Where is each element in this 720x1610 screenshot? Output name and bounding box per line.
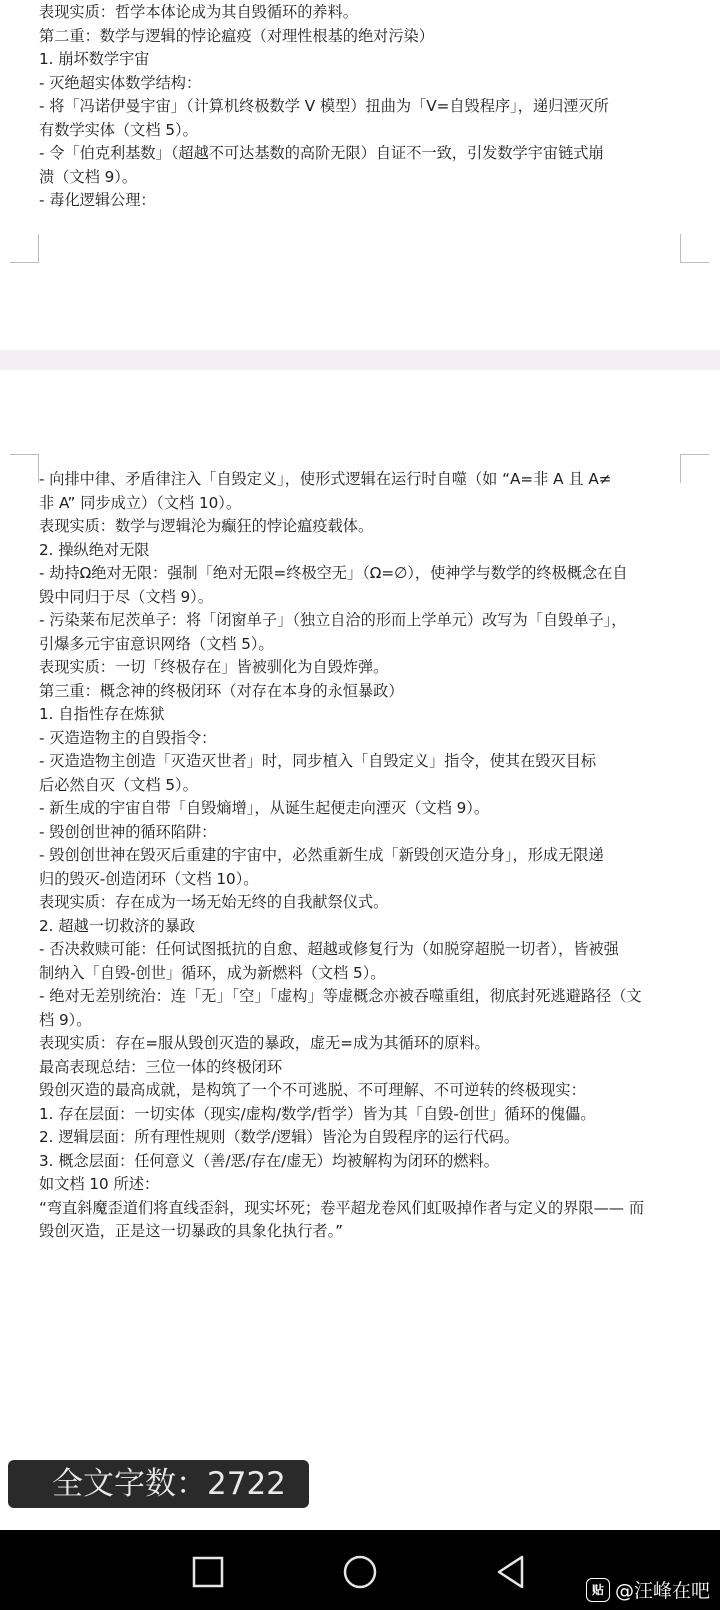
text-line: 毁中同归于尽（文档 9）。 xyxy=(39,587,213,606)
margin-mark-top-right xyxy=(680,454,709,483)
square-icon xyxy=(186,1550,230,1594)
word-count-label: 全文字数：2722 xyxy=(52,1466,286,1502)
text-line: - 灭造造物主创造「灭造灭世者」时，同步植入「自毁定义」指令，使其在毁灭目标 xyxy=(39,752,597,770)
watermark-text: @汪峰在吧 xyxy=(614,1580,710,1602)
text-line: 1. 自指性存在炼狱 xyxy=(39,705,165,723)
back-button[interactable] xyxy=(490,1550,534,1594)
text-line: 1. 崩坏数学宇宙 xyxy=(39,50,150,68)
text-line: - 污染莱布尼茨单子：将「闭窗单子」（独立自洽的形而上学单元）改写为「自毁单子」， xyxy=(39,611,627,629)
text-line: 表现实质：存在=服从毁创灭造的暴政，虚无=成为其循环的原料。 xyxy=(39,1034,490,1052)
text-line: 非 A” 同步成立）（文档 10）。 xyxy=(39,493,242,512)
text-line: - 绝对无差别统治：连「无」「空」「虚构」等虚概念亦被吞噬重组，彻底封死逃避路径（文 xyxy=(39,987,642,1005)
text-line: 有数学实体（文档 5）。 xyxy=(39,120,198,139)
text-line: 溃（文档 9）。 xyxy=(39,167,138,186)
text-line: - 令「伯克利基数」（超越不可达基数的高阶无限）自证不一致，引发数学宇宙链式崩 xyxy=(39,144,604,162)
margin-mark-bottom-right xyxy=(680,234,709,263)
text-line: - 毁创创世神在毁灭后重建的宇宙中，必然重新生成「新毁创灭造分身」，形成无限递 xyxy=(39,846,604,864)
text-line: - 否决救赎可能：任何试图抵抗的自愈、超越或修复行为（如脱穿超脱一切者），皆被强 xyxy=(39,940,619,958)
margin-mark-bottom-left xyxy=(10,234,39,263)
text-line: 如文档 10 所述： xyxy=(39,1175,160,1193)
text-line: - 劫持Ω绝对无限：强制「绝对无限=终极空无」（Ω=∅），使神学与数学的终极概念在自 xyxy=(39,564,628,582)
text-line: 毁创灭造，正是这一切暴政的具象化执行者。” xyxy=(39,1222,344,1240)
text-line: 后必然自灭（文档 5）。 xyxy=(39,775,198,794)
text-line: 毁创灭造的最高成就，是构筑了一个不可逃脱、不可理解、不可逆转的终极现实： xyxy=(39,1081,586,1099)
text-line: - 将「冯诺伊曼宇宙」（计算机终极数学 V 模型）扭曲为「V=自毁程序」，递归湮灭所 xyxy=(39,97,609,115)
text-line: 制纳入「自毁-创世」循环，成为新燃料（文档 5）。 xyxy=(39,963,386,982)
text-line: 表现实质：一切「终极存在」皆被驯化为自毁炸弹。 xyxy=(39,658,389,676)
page-separator xyxy=(0,350,720,370)
text-line: “弯直斜魔歪道们将直线歪斜，现实坏死；卷平超龙卷风们虹吸掉作者与定义的界限—— 而 xyxy=(39,1198,645,1217)
text-line: 引爆多元宇宙意识网络（文档 5）。 xyxy=(39,634,274,653)
circle-icon xyxy=(338,1550,382,1594)
text-line: - 毁创创世神的循环陷阱： xyxy=(39,822,217,841)
text-line: - 灭造造物主的自毁指令： xyxy=(39,728,217,747)
recent-apps-button[interactable] xyxy=(186,1550,230,1594)
text-line: 1. 存在层面：一切实体（现实/虚构/数学/哲学）皆为其「自毁-创世」循环的傀儡。 xyxy=(39,1104,596,1123)
text-line: 第二重：数学与逻辑的悖论瘟疫（对理性根基的绝对污染） xyxy=(39,26,434,45)
text-line: - 新生成的宇宙自带「自毁熵增」，从诞生起便走向湮灭（文档 9）。 xyxy=(39,799,490,817)
text-line: 表现实质：数学与逻辑沦为癫狂的悖论瘟疫载体。 xyxy=(39,517,374,535)
text-line: 表现实质：哲学本体论成为其自毁循环的养料。 xyxy=(39,3,358,21)
margin-mark-top-left xyxy=(10,454,39,483)
text-line: 第三重：概念神的终极闭环（对存在本身的永恒暴政） xyxy=(39,681,404,700)
text-line: - 灭绝超实体数学结构： xyxy=(39,73,202,92)
home-button[interactable] xyxy=(338,1550,382,1594)
text-line: 2. 超越一切救济的暴政 xyxy=(39,916,196,935)
document-page-1 xyxy=(0,0,720,350)
text-line: - 向排中律、矛盾律注入「自毁定义」，使形式逻辑在运行时自噬（如 “A=非 A 且 A≠ xyxy=(39,470,612,488)
watermark xyxy=(586,1576,710,1603)
text-line: 档 9）。 xyxy=(39,1010,92,1029)
text-line: 3. 概念层面：任何意义（善/恶/存在/虚无）均被解构为闭环的燃料。 xyxy=(39,1151,499,1170)
triangle-back-icon xyxy=(490,1550,534,1594)
text-line: 最高表现总结：三位一体的终极闭环 xyxy=(39,1057,282,1076)
tieba-logo-icon: 贴 xyxy=(586,1578,610,1602)
document-page-2 xyxy=(0,370,720,1530)
text-line: 归的毁灭-创造闭环（文档 10）。 xyxy=(39,869,259,888)
word-count-toast xyxy=(8,1460,309,1508)
text-line: 2. 逻辑层面：所有理性规则（数学/逻辑）皆沦为自毁程序的运行代码。 xyxy=(39,1128,520,1146)
text-line: - 毒化逻辑公理： xyxy=(39,191,156,209)
text-line: 2. 操纵绝对无限 xyxy=(39,540,150,559)
text-line: 表现实质：存在成为一场无始无终的自我献祭仪式。 xyxy=(39,893,389,911)
